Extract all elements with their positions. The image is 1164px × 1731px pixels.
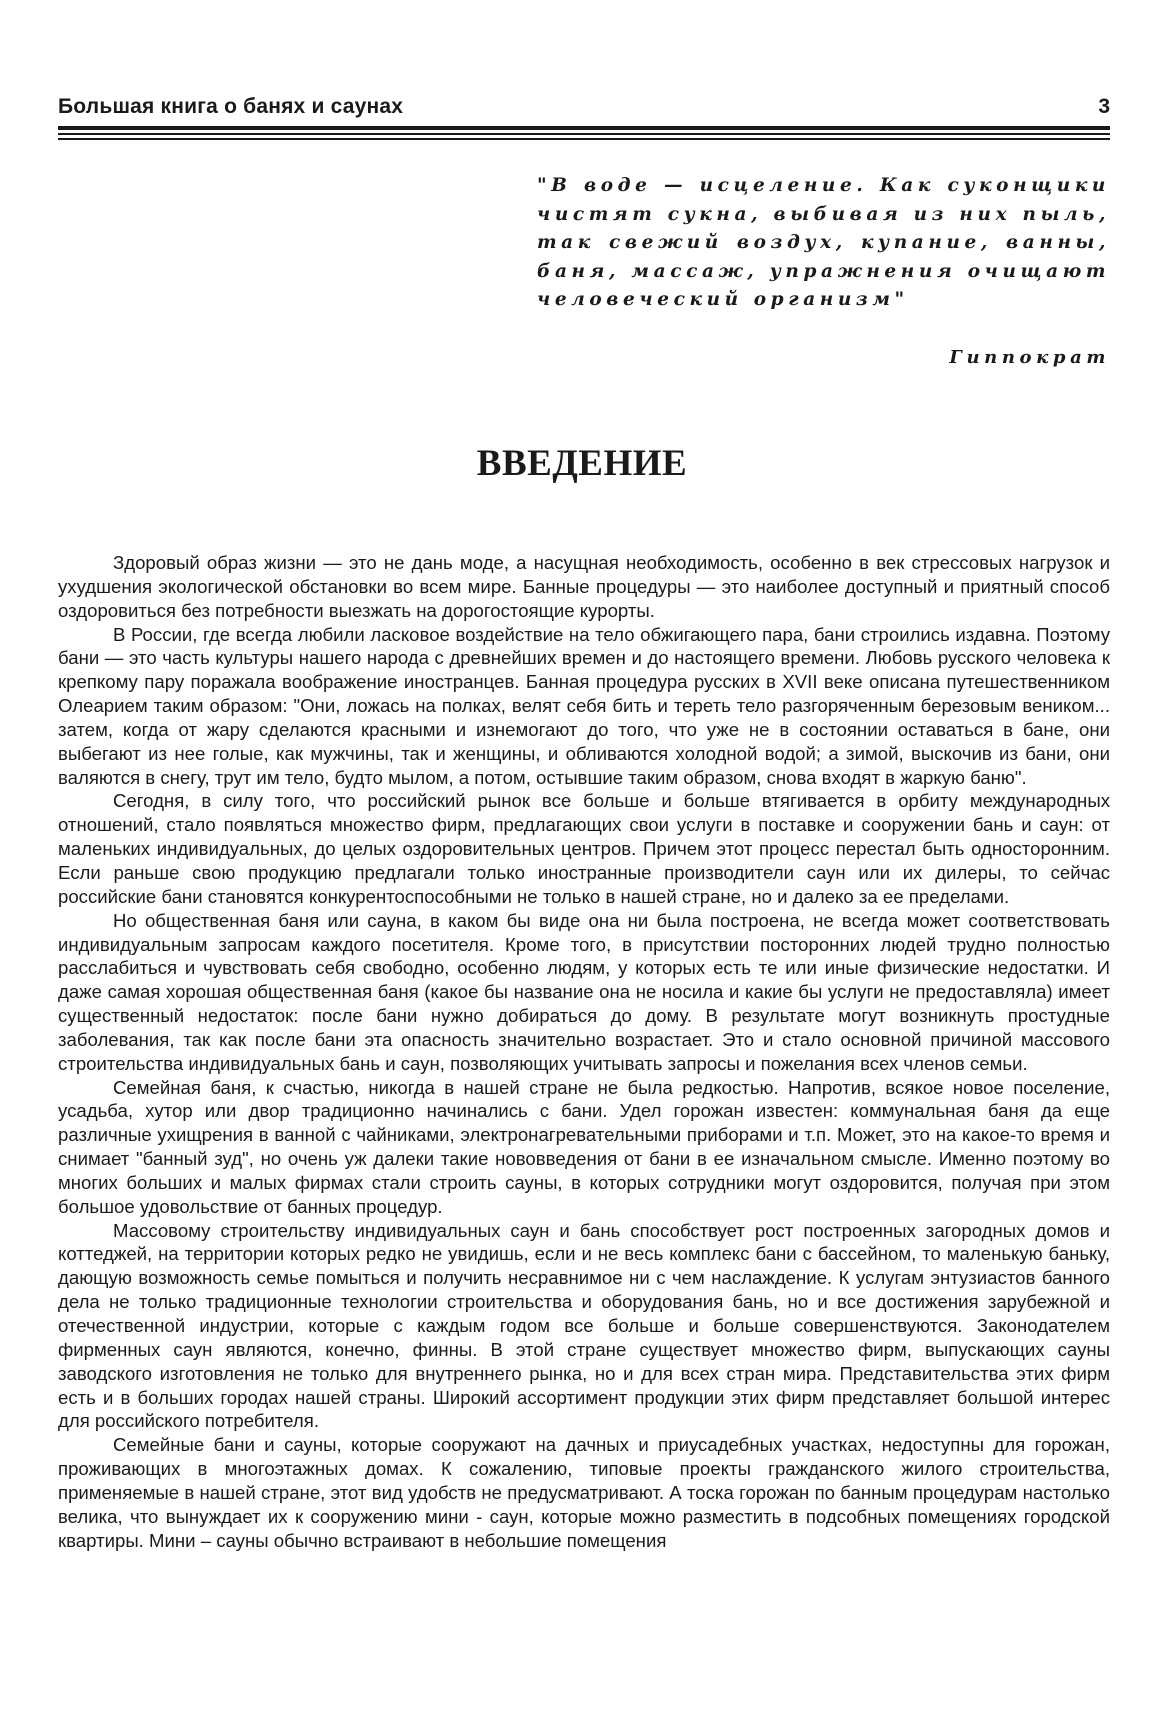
header-rule-thick — [58, 126, 1110, 130]
paragraph: Но общественная баня или сауна, в каком бы виде она ни была построена, не всегда может соответствовать индивидуальным запросам каждого посетителя. Кроме того, в присутствии посторонних людей трудно полностью расслабиться и чувствовать себя свободно, особенно людям, у которых есть те или иные физические недостатки. И даже самая хорошая общественная баня (какое бы название она не носила и какие бы услуги не предоставляла) имеет существенный недостаток: после бани нужно добираться до дому. В результате могут возникнуть простудные заболевания, так как после бани эта опасность значительно возрастает. Это и стало основной причиной массового строительства индивидуальных бань и саун, позволяющих учитывать запросы и пожелания всех членов семьи. — [58, 909, 1110, 1074]
book-title: Большая книга о банях и саунах — [58, 95, 404, 118]
paragraph: Семейная баня, к счастью, никогда в нашей стране не была редкостью. Напротив, всякое новое поселение, усадьба, хутор или двор традиционно начинались с бани. Удел горожан известен: коммунальная баня да еще различные ухищрения в ванной с чайниками, электронагревательными приборами и т.п. Может, это на какое-то время и снимает "банный зуд", но очень уж далеки такие нововведения от бани в ее изначальном смысле. Именно поэтому во многих больших и малых фирмах стали строить сауны, в которых сотрудники могут оздоровится, получая при этом большое удовольствие от банных процедур. — [58, 1076, 1110, 1217]
header-rule-thin — [58, 133, 1110, 135]
paragraph: В России, где всегда любили ласковое воздействие на тело обжигающего пара, бани строились издавна. Поэтому бани — это часть культуры нашего народа с древнейших времен и до настоящего времени. Любовь русского человека к крепкому пару поражала воображение иностранцев. Банная процедура русских в XVII веке описана путешественником Олеарием таким образом: "Они, ложась на полках, велят себя бить и тереть тело разгоряченным березовым веником... затем, когда от жару сделаются красными и изнемогают до того, что уже не в состоянии оставаться в бане, они выбегают из нее голые, как мужчины, так и женщины, и обливаются холодной водой; а зимой, выскочив из бани, они валяются в снегу, трут им тело, будто мылом, а потом, остывшие таким образом, снова входят в жаркую баню". — [58, 623, 1110, 788]
epigraph-quote: "В воде — исцеление. Как суконщики чистят сукна, выбивая из них пыль, так свежий воздух, купание, ванны, баня, массаж, упражнения очищают человеческий организм" — [537, 175, 1110, 311]
paragraph: Сегодня, в силу того, что российский рынок все больше и больше втягивается в орбиту международных отношений, стало появляться множество фирм, предлагающих свои услуги в поставке и сооружении бань и саун: от маленьких индивидуальных, до целых оздоровительных центров. Причем этот процесс перестал быть односторонним. Если раньше свою продукцию предлагали только иностранные производители саун или их дилеры, то сейчас российские бани становятся конкурентоспособными не только в нашей стране, но и далеко за ее пределами. — [58, 790, 1110, 907]
paragraph: Здоровый образ жизни — это не дань моде, а насущная необходимость, особенно в век стрессовых нагрузок и ухудшения экологической обстановки во всем мире. Банные процедуры — это наиболее доступный и приятный способ оздоровиться без потребности выезжать на дорогостоящие курорты. — [58, 552, 1110, 621]
paragraph: Массовому строительству индивидуальных саун и бань способствует рост построенных загородных домов и коттеджей, на территории которых редко не увидишь, если и не весь комплекс бани с бассейном, то маленькую баньку, дающую возможность семье помыться и получить несравнимое ни с чем наслаждение. К услугам энтузиастов банного дела не только традиционные технологии строительства и оборудования бань, но и все достижения зарубежной и отечественной индустрии, которые с каждым годом все больше и больше совершенствуются. Законодателем фирменных саун являются, конечно, финны. В этой стране существует множество фирм, выпускающих сауны заводского изготовления не только для внутреннего рынка, но и для всех стран мира. Представительства этих фирм есть и в больших городах нашей страны. Широкий ассортимент продукции этих фирм представляет большой интерес для российского потребителя. — [58, 1219, 1110, 1432]
body-text — [58, 551, 1110, 1552]
running-header — [58, 92, 1110, 122]
header-rule-thin — [58, 138, 1110, 140]
section-heading: ВВЕДЕНИЕ — [476, 443, 688, 484]
page-number: 3 — [1098, 95, 1110, 118]
epigraph-author: Гиппократ — [949, 347, 1110, 368]
paragraph: Семейные бани и сауны, которые сооружают на дачных и приусадебных участках, недоступны для горожан, проживающих в многоэтажных домах. К сожалению, типовые проекты гражданского жилого строительства, применяемые в нашей стране, этот вид удобств не предусматривают. А тоска горожан по банным процедурам настолько велика, что вынуждает их к сооружению мини - саун, которые можно разместить в подсобных помещениях городской квартиры. Мини – сауны обычно встраивают в небольшие помещения — [58, 1434, 1110, 1551]
